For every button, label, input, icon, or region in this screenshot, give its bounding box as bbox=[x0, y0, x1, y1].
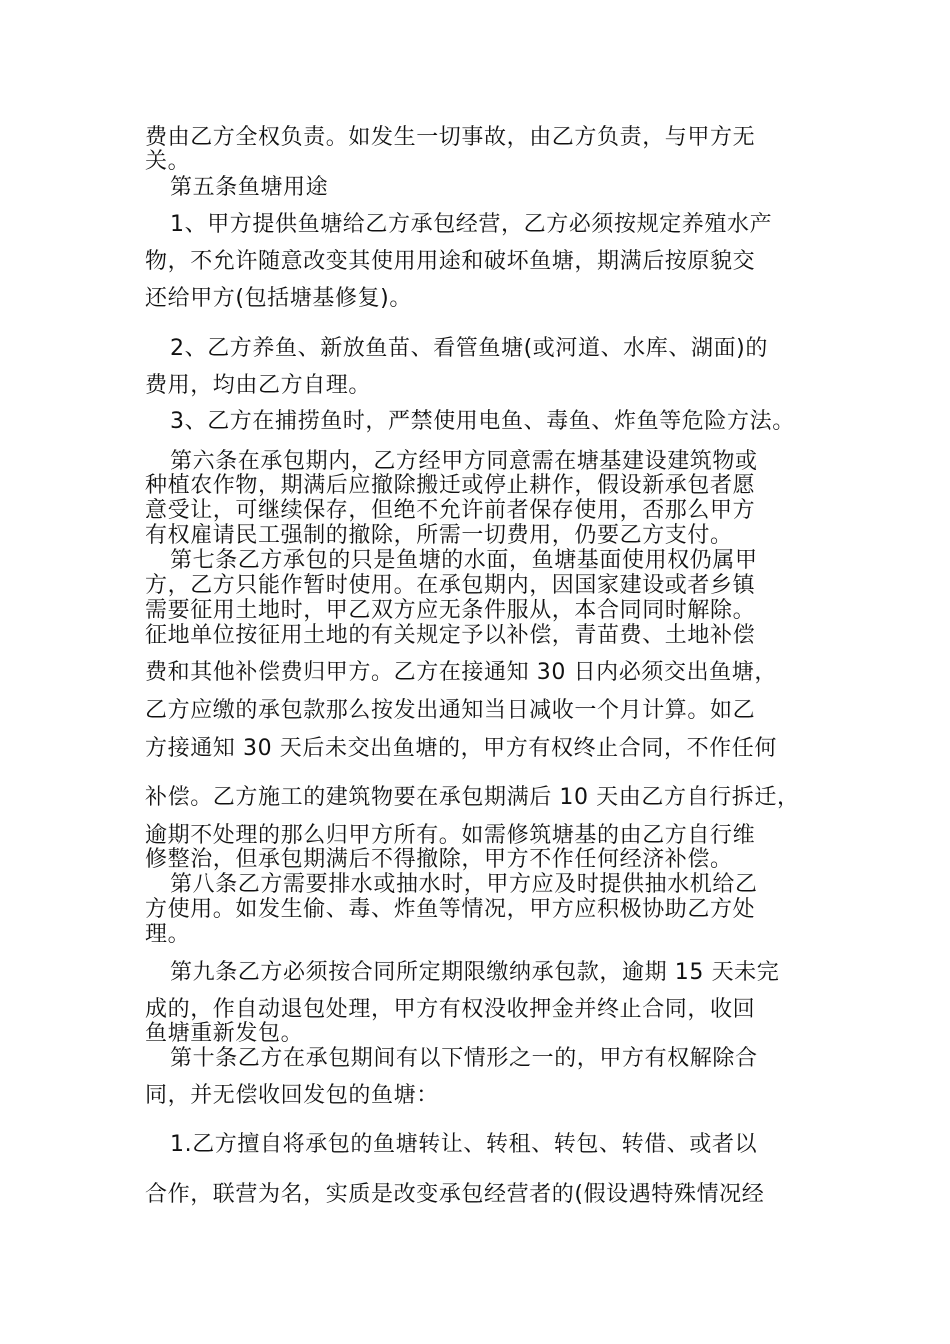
text-line: 还给甲方(包括塘基修复)。 bbox=[145, 286, 412, 311]
text-line: 1、甲方提供鱼塘给乙方承包经营，乙方必须按规定养殖水产 bbox=[170, 212, 773, 237]
text-line: 第六条在承包期内，乙方经甲方同意需在塘基建设建筑物或 bbox=[170, 449, 758, 474]
text-line: 方使用。如发生偷、毒、炸鱼等情况，甲方应积极协助乙方处 bbox=[145, 897, 756, 922]
text-line: 意受让，可继续保存，但绝不允许前者保存使用，否那么甲方 bbox=[145, 498, 756, 523]
text-line: 逾期不处理的那么归甲方所有。如需修筑塘基的由乙方自行维 bbox=[145, 823, 756, 848]
text-line: 征地单位按征用土地的有关规定予以补偿，青苗费、土地补偿 bbox=[145, 623, 756, 648]
text-line: 费和其他补偿费归甲方。乙方在接通知 30 日内必须交出鱼塘， bbox=[145, 660, 777, 685]
text-line: 1.乙方擅自将承包的鱼塘转让、转租、转包、转借、或者以 bbox=[170, 1132, 758, 1157]
text-line: 理。 bbox=[145, 922, 191, 947]
text-line: 鱼塘重新发包。 bbox=[145, 1021, 304, 1046]
text-line: 费用，均由乙方自理。 bbox=[145, 373, 372, 398]
text-line: 有权雇请民工强制的撤除，所需一切费用，仍要乙方支付。 bbox=[145, 523, 733, 548]
text-line: 第九条乙方必须按合同所定期限缴纳承包款，逾期 15 天未完 bbox=[170, 960, 780, 985]
text-line: 第八条乙方需要排水或抽水时，甲方应及时提供抽水机给乙 bbox=[170, 872, 758, 897]
text-line: 第七条乙方承包的只是鱼塘的水面，鱼塘基面使用权仍属甲 bbox=[170, 548, 758, 573]
text-line: 方，乙方只能作暂时使用。在承包期内，因国家建设或者乡镇 bbox=[145, 573, 756, 598]
text-line: 补偿。乙方施工的建筑物要在承包期满后 10 天由乙方自行拆迁， bbox=[145, 785, 800, 810]
text-line: 2、乙方养鱼、新放鱼苗、看管鱼塘(或河道、水库、湖面)的 bbox=[170, 336, 768, 361]
text-line: 第十条乙方在承包期间有以下情形之一的，甲方有权解除合 bbox=[170, 1046, 758, 1071]
text-line: 需要征用土地时，甲乙双方应无条件服从，本合同同时解除。 bbox=[145, 598, 756, 623]
text-line: 关。 bbox=[145, 149, 191, 174]
text-line: 同，并无偿收回发包的鱼塘： bbox=[145, 1083, 439, 1108]
text-line: 合作，联营为名，实质是改变承包经营者的(假设遇特殊情况经 bbox=[145, 1182, 765, 1207]
text-line: 方接通知 30 天后未交出鱼塘的，甲方有权终止合同，不作任何 bbox=[145, 736, 777, 761]
text-line: 3、乙方在捕捞鱼时，严禁使用电鱼、毒鱼、炸鱼等危险方法。 bbox=[170, 409, 795, 434]
text-line: 乙方应缴的承包款那么按发出通知当日减收一个月计算。如乙 bbox=[145, 698, 756, 723]
text-line: 物，不允许随意改变其使用用途和破坏鱼塘，期满后按原貌交 bbox=[145, 249, 756, 274]
text-line: 种植农作物，期满后应撤除搬迁或停止耕作，假设新承包者愿 bbox=[145, 473, 756, 498]
text-line: 费由乙方全权负责。如发生一切事故，由乙方负责，与甲方无 bbox=[145, 125, 756, 150]
text-line: 修整治，但承包期满后不得撤除，甲方不作任何经济补偿。 bbox=[145, 847, 733, 872]
section-heading: 第五条鱼塘用途 bbox=[170, 175, 329, 200]
text-line: 成的，作自动退包处理，甲方有权没收押金并终止合同，收回 bbox=[145, 997, 756, 1022]
